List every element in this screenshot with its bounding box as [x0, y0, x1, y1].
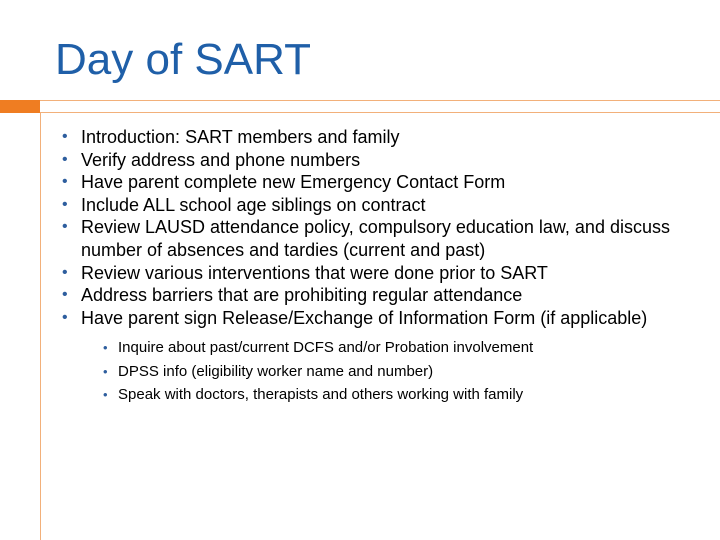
bullet-text: Introduction: SART members and family: [81, 127, 400, 147]
sub-bullet-icon: •: [103, 363, 108, 379]
bullet-text: Have parent complete new Emergency Contact Form: [81, 172, 506, 193]
bullet-item: [62, 126, 712, 149]
sub-bullet-list: [103, 336, 712, 407]
bullet-icon: •: [62, 286, 68, 304]
bullet-list: [62, 126, 712, 407]
slide-body: [62, 126, 712, 407]
bullet-item: [62, 194, 712, 217]
title-divider-line: [40, 100, 720, 113]
bullet-item: [62, 284, 712, 307]
bullet-item: [62, 171, 712, 194]
bullet-icon: •: [62, 308, 68, 326]
sub-bullet-text: Speak with doctors, therapists and others working with family: [118, 386, 524, 404]
sub-bullet-icon: •: [103, 387, 108, 403]
bullet-item: [62, 149, 712, 172]
title-accent-bar: [0, 100, 40, 113]
bullet-icon: •: [62, 218, 68, 236]
bullet-text: Review LAUSD attendance policy, compulsory education law, and discuss number of absences and tardies (current and past): [81, 217, 670, 260]
bullet-icon: •: [62, 263, 68, 281]
bullet-text: Review various interventions that were done prior to SART: [81, 262, 548, 283]
bullet-text: Include ALL school age siblings on contract: [81, 194, 426, 215]
sub-bullet-item: [103, 383, 712, 407]
sub-bullet-text: Inquire about past/current DCFS and/or Probation involvement: [118, 339, 534, 357]
bullet-item: [62, 216, 712, 261]
bullet-icon: •: [62, 195, 68, 213]
bullet-icon: •: [62, 173, 68, 191]
bullet-text: Address barriers that are prohibiting regular attendance: [81, 285, 523, 306]
slide-title: Day of SART: [55, 35, 311, 84]
bullet-item: [62, 307, 712, 407]
sub-bullet-text: DPSS info (eligibility worker name and number): [118, 362, 434, 380]
bullet-icon: •: [62, 150, 68, 168]
bullet-text: Have parent sign Release/Exchange of Information Form (if applicable): [81, 307, 648, 328]
bullet-item: [62, 262, 712, 285]
bullet-icon: •: [62, 128, 68, 145]
bullet-text: Verify address and phone numbers: [81, 149, 361, 170]
sub-bullet-item: [103, 360, 712, 384]
sub-bullet-icon: •: [103, 340, 108, 356]
left-margin-line: [40, 113, 41, 540]
sub-bullet-item: [103, 336, 712, 360]
